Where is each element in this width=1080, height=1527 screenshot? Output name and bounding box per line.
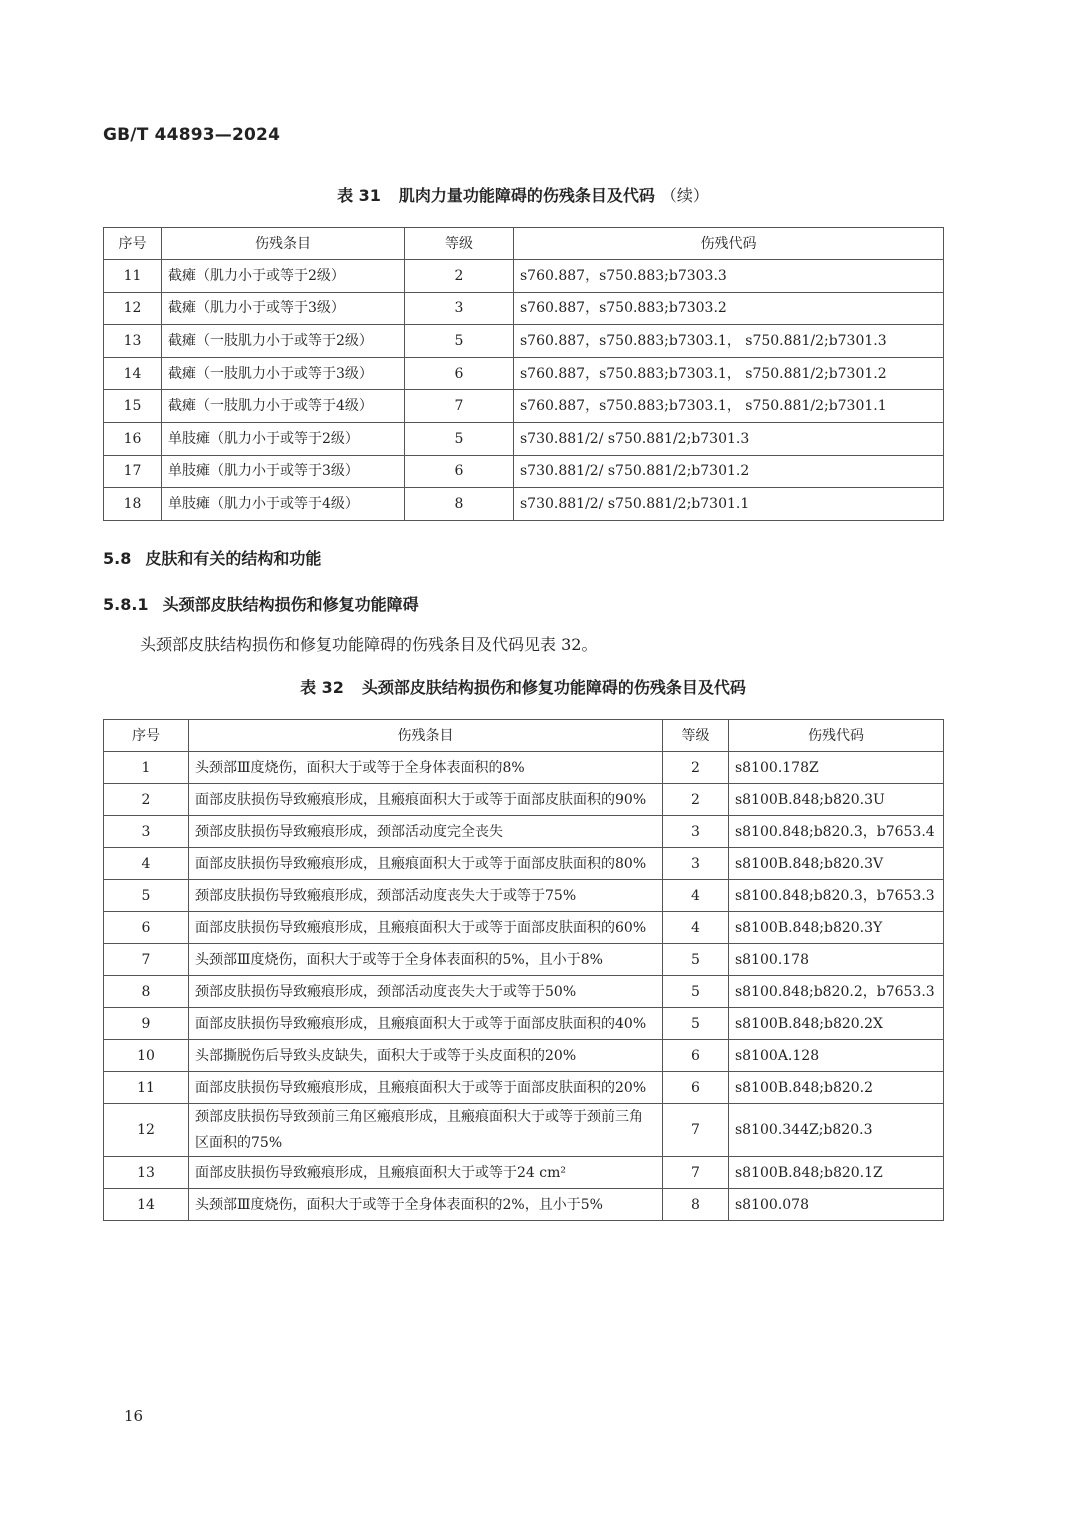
column-header-code: 伤残代码	[514, 228, 944, 260]
cell-number: 5	[104, 880, 189, 912]
cell-grade: 2	[663, 752, 729, 784]
cell-grade: 5	[663, 944, 729, 976]
cell-item: 面部皮肤损伤导致瘢痕形成，且瘢痕面积大于或等于面部皮肤面积的20%	[189, 1072, 663, 1104]
table-row	[104, 816, 944, 848]
cell-grade: 6	[663, 1040, 729, 1072]
cell-item: 单肢瘫（肌力小于或等于2级）	[162, 422, 405, 455]
cell-grade: 6	[405, 357, 514, 390]
cell-grade: 6	[405, 455, 514, 488]
section-title: 头颈部皮肤结构损伤和修复功能障碍	[162, 595, 419, 614]
cell-grade: 6	[663, 1072, 729, 1104]
cell-number: 2	[104, 784, 189, 816]
column-header-number: 序号	[104, 720, 189, 752]
cell-item: 面部皮肤损伤导致瘢痕形成，且瘢痕面积大于或等于面部皮肤面积的90%	[189, 784, 663, 816]
table-row	[104, 1008, 944, 1040]
cell-item: 截瘫（一肢肌力小于或等于2级）	[162, 325, 405, 358]
table-row	[104, 752, 944, 784]
cell-code: s8100.078	[729, 1189, 944, 1221]
table-row	[104, 1189, 944, 1221]
cell-grade: 4	[663, 880, 729, 912]
cell-grade: 2	[663, 784, 729, 816]
cell-item: 颈部皮肤损伤导致瘢痕形成，颈部活动度丧失大于或等于75%	[189, 880, 663, 912]
column-header-number: 序号	[104, 228, 162, 260]
table-31	[103, 227, 944, 521]
cell-number: 6	[104, 912, 189, 944]
cell-item: 截瘫（肌力小于或等于2级）	[162, 260, 405, 293]
cell-item: 单肢瘫（肌力小于或等于4级）	[162, 488, 405, 521]
cell-item: 头颈部Ⅲ度烧伤，面积大于或等于全身体表面积的2%，且小于5%	[189, 1189, 663, 1221]
cell-number: 14	[104, 1189, 189, 1221]
table-row	[104, 455, 944, 488]
cell-number: 13	[104, 1157, 189, 1189]
table-32-caption-number: 表 32	[300, 678, 344, 697]
cell-code: s8100B.848;b820.3Y	[729, 912, 944, 944]
table-header-row	[104, 720, 944, 752]
cell-item: 面部皮肤损伤导致瘢痕形成，且瘢痕面积大于或等于面部皮肤面积的40%	[189, 1008, 663, 1040]
table-row	[104, 880, 944, 912]
cell-code: s730.881/2/ s750.881/2;b7301.2	[514, 455, 944, 488]
cell-code: s760.887，s750.883;b7303.2	[514, 292, 944, 325]
cell-code: s8100B.848;b820.2	[729, 1072, 944, 1104]
cell-code: s8100.178	[729, 944, 944, 976]
cell-number: 18	[104, 488, 162, 521]
section-heading-5-8	[103, 546, 321, 569]
cell-item: 面部皮肤损伤导致瘢痕形成，且瘢痕面积大于或等于面部皮肤面积的60%	[189, 912, 663, 944]
cell-number: 4	[104, 848, 189, 880]
cell-code: s760.887，s750.883;b7303.1， s750.881/2;b7301.1	[514, 390, 944, 423]
cell-code: s8100A.128	[729, 1040, 944, 1072]
body-paragraph: 头颈部皮肤结构损伤和修复功能障碍的伤残条目及代码见表 32。	[140, 635, 598, 654]
table-row	[104, 976, 944, 1008]
section-number: 5.8.1	[103, 595, 149, 614]
cell-grade: 2	[405, 260, 514, 293]
table-row	[104, 1104, 944, 1157]
cell-item: 单肢瘫（肌力小于或等于3级）	[162, 455, 405, 488]
table-31-caption-title: 肌肉力量功能障碍的伤残条目及代码	[398, 186, 655, 205]
column-header-grade: 等级	[405, 228, 514, 260]
cell-number: 12	[104, 1104, 189, 1157]
cell-grade: 7	[663, 1104, 729, 1157]
table-31-body	[104, 260, 944, 521]
cell-item: 颈部皮肤损伤导致瘢痕形成，颈部活动度丧失大于或等于50%	[189, 976, 663, 1008]
cell-number: 11	[104, 1072, 189, 1104]
cell-item: 截瘫（一肢肌力小于或等于4级）	[162, 390, 405, 423]
column-header-grade: 等级	[663, 720, 729, 752]
cell-number: 1	[104, 752, 189, 784]
cell-number: 14	[104, 357, 162, 390]
table-row	[104, 390, 944, 423]
table-row	[104, 1040, 944, 1072]
cell-number: 17	[104, 455, 162, 488]
cell-code: s8100.344Z;b820.3	[729, 1104, 944, 1157]
cell-code: s8100B.848;b820.3V	[729, 848, 944, 880]
cell-number: 8	[104, 976, 189, 1008]
cell-code: s8100.848;b820.3，b7653.4	[729, 816, 944, 848]
cell-item: 头颈部Ⅲ度烧伤，面积大于或等于全身体表面积的8%	[189, 752, 663, 784]
table-row	[104, 1157, 944, 1189]
table-row	[104, 784, 944, 816]
section-number: 5.8	[103, 549, 132, 568]
cell-number: 12	[104, 292, 162, 325]
table-row	[104, 292, 944, 325]
cell-item: 头颈部Ⅲ度烧伤，面积大于或等于全身体表面积的5%，且小于8%	[189, 944, 663, 976]
cell-number: 9	[104, 1008, 189, 1040]
table-row	[104, 944, 944, 976]
cell-number: 13	[104, 325, 162, 358]
cell-code: s8100.848;b820.2，b7653.3	[729, 976, 944, 1008]
cell-grade: 3	[405, 292, 514, 325]
cell-code: s8100B.848;b820.2X	[729, 1008, 944, 1040]
table-32	[103, 719, 944, 1221]
table-row	[104, 848, 944, 880]
table-31-caption-number: 表 31	[337, 186, 381, 205]
section-title: 皮肤和有关的结构和功能	[145, 549, 322, 568]
cell-item: 颈部皮肤损伤导致颈前三角区瘢痕形成，且瘢痕面积大于或等于颈前三角区面积的75%	[189, 1104, 663, 1157]
cell-number: 10	[104, 1040, 189, 1072]
standard-number: GB/T 44893—2024	[103, 125, 281, 145]
cell-code: s760.887，s750.883;b7303.1， s750.881/2;b7301.2	[514, 357, 944, 390]
cell-grade: 5	[405, 422, 514, 455]
cell-grade: 8	[405, 488, 514, 521]
cell-grade: 7	[405, 390, 514, 423]
cell-number: 15	[104, 390, 162, 423]
cell-item: 头部撕脱伤后导致头皮缺失，面积大于或等于头皮面积的20%	[189, 1040, 663, 1072]
table-32-body	[104, 752, 944, 1221]
cell-code: s8100B.848;b820.3U	[729, 784, 944, 816]
cell-code: s730.881/2/ s750.881/2;b7301.1	[514, 488, 944, 521]
table-31-caption-continued: （续）	[660, 186, 709, 205]
cell-grade: 3	[663, 816, 729, 848]
page-number: 16	[124, 1407, 144, 1425]
table-header-row	[104, 228, 944, 260]
section-heading-5-8-1	[103, 592, 419, 615]
column-header-item: 伤残条目	[162, 228, 405, 260]
cell-number: 16	[104, 422, 162, 455]
cell-grade: 4	[663, 912, 729, 944]
cell-grade: 5	[663, 1008, 729, 1040]
cell-code: s760.887，s750.883;b7303.3	[514, 260, 944, 293]
table-row	[104, 357, 944, 390]
cell-item: 截瘫（一肢肌力小于或等于3级）	[162, 357, 405, 390]
cell-item: 颈部皮肤损伤导致瘢痕形成，颈部活动度完全丧失	[189, 816, 663, 848]
cell-code: s8100.848;b820.3，b7653.3	[729, 880, 944, 912]
cell-grade: 5	[405, 325, 514, 358]
cell-code: s8100.178Z	[729, 752, 944, 784]
cell-code: s760.887，s750.883;b7303.1， s750.881/2;b7301.3	[514, 325, 944, 358]
cell-number: 7	[104, 944, 189, 976]
cell-grade: 8	[663, 1189, 729, 1221]
column-header-code: 伤残代码	[729, 720, 944, 752]
table-row	[104, 260, 944, 293]
table-31-caption	[103, 183, 943, 206]
table-32-caption	[103, 675, 943, 698]
table-row	[104, 912, 944, 944]
cell-item: 面部皮肤损伤导致瘢痕形成，且瘢痕面积大于或等于24 cm²	[189, 1157, 663, 1189]
cell-code: s730.881/2/ s750.881/2;b7301.3	[514, 422, 944, 455]
table-row	[104, 325, 944, 358]
cell-number: 11	[104, 260, 162, 293]
cell-item: 面部皮肤损伤导致瘢痕形成，且瘢痕面积大于或等于面部皮肤面积的80%	[189, 848, 663, 880]
table-32-caption-title: 头颈部皮肤结构损伤和修复功能障碍的伤残条目及代码	[361, 678, 746, 697]
column-header-item: 伤残条目	[189, 720, 663, 752]
cell-item: 截瘫（肌力小于或等于3级）	[162, 292, 405, 325]
table-row	[104, 422, 944, 455]
cell-grade: 5	[663, 976, 729, 1008]
cell-grade: 7	[663, 1157, 729, 1189]
table-row	[104, 488, 944, 521]
cell-code: s8100B.848;b820.1Z	[729, 1157, 944, 1189]
cell-grade: 3	[663, 848, 729, 880]
table-row	[104, 1072, 944, 1104]
cell-number: 3	[104, 816, 189, 848]
